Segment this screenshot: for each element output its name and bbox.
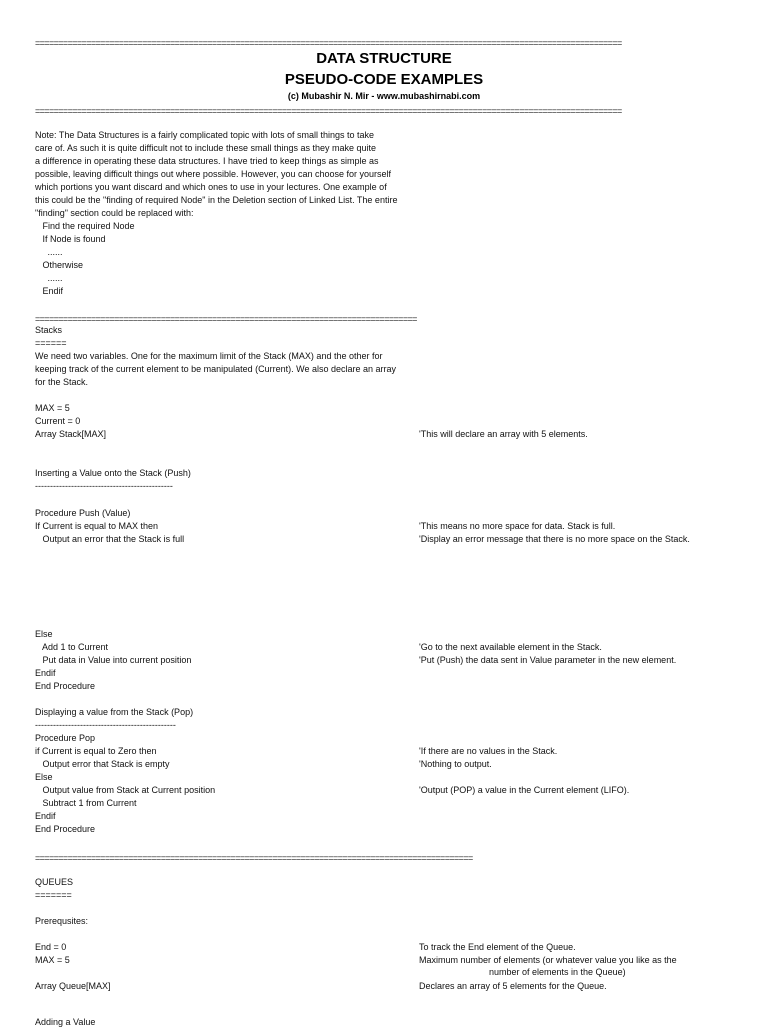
code-comment: 'Go to the next available element in the Stack. — [419, 642, 602, 652]
code-line: Array Stack[MAX] — [35, 429, 107, 439]
note-line: Find the required Node — [35, 221, 135, 231]
code-comment: Declares an array of 5 elements for the Queue. — [419, 981, 607, 991]
note-line: this could be the "finding of required Node" in the Deletion section of Linked List. The entire — [35, 195, 398, 205]
code-line: End = 0 — [35, 942, 67, 952]
note-line: "finding" section could be replaced with: — [35, 208, 194, 218]
code-line: Output value from Stack at Current position — [35, 785, 216, 795]
code-comment: 'Display an error message that there is no more space on the Stack. — [419, 534, 690, 544]
stacks-heading-underline: ====== — [35, 338, 67, 348]
queues-heading: QUEUES — [35, 877, 74, 887]
note-line: ...... — [35, 273, 63, 283]
code-comment: To track the End element of the Queue. — [419, 942, 576, 952]
code-line: MAX = 5 — [35, 403, 70, 413]
note-line: care of. As such it is quite difficult not to include these small things as they make quite — [35, 143, 377, 153]
code-line: Endif — [35, 811, 56, 821]
note-line: ...... — [35, 247, 63, 257]
code-comment: 'Nothing to output. — [419, 759, 492, 769]
code-line: MAX = 5 — [35, 955, 70, 965]
note-line: If Node is found — [35, 234, 106, 244]
note-line: which portions you want discard and which ones to use in your lectures. One example of — [35, 182, 387, 192]
header-rule-bottom: ============================================================================================================================== — [35, 106, 622, 116]
stacks-intro-line: for the Stack. — [35, 377, 89, 387]
stacks-intro-line: keeping track of the current element to be manipulated (Current). We also declare an array — [35, 364, 397, 374]
code-line: End Procedure — [35, 681, 96, 691]
code-line: Array Queue[MAX] — [35, 981, 111, 991]
pop-underline: ----------------------------------------------- — [35, 720, 176, 730]
code-comment: 'If there are no values in the Stack. — [419, 746, 558, 756]
cutoff-line: Adding a Value — [35, 1017, 96, 1027]
stacks-heading: Stacks — [35, 325, 63, 335]
code-line: End Procedure — [35, 824, 96, 834]
code-comment: 'This means no more space for data. Stack is full. — [419, 521, 616, 531]
code-line: Procedure Pop — [35, 733, 96, 743]
code-comment: 'Put (Push) the data sent in Value parameter in the new element. — [419, 655, 677, 665]
note-line: Otherwise — [35, 260, 84, 270]
author-credit: (c) Mubashir N. Mir - www.mubashirnabi.com — [287, 91, 481, 101]
code-line: if Current is equal to Zero then — [35, 746, 157, 756]
stacks-rule: ================================================================================== — [35, 314, 417, 324]
note-line: Note: The Data Structures is a fairly complicated topic with lots of small things to take — [35, 130, 374, 140]
code-line: Put data in Value into current position — [35, 655, 192, 665]
page-title: DATA STRUCTURE — [316, 50, 452, 67]
code-line: Current = 0 — [35, 416, 81, 426]
push-underline: ---------------------------------------------- — [35, 481, 173, 491]
prereq-label: Prerequsites: — [35, 916, 89, 926]
push-heading: Inserting a Value onto the Stack (Push) — [35, 468, 191, 478]
code-comment: 'Output (POP) a value in the Current element (LIFO). — [419, 785, 630, 795]
code-line: Add 1 to Current — [35, 642, 109, 652]
code-line: Endif — [35, 668, 56, 678]
note-line: a difference in operating these data structures. I have tried to keep things as simple as — [35, 156, 379, 166]
pop-heading: Displaying a value from the Stack (Pop) — [35, 707, 194, 717]
header-rule-top: ============================================================================================================================== — [35, 38, 622, 48]
page-subtitle: PSEUDO-CODE EXAMPLES — [284, 71, 484, 88]
queues-rule: ============================================================================================== — [35, 853, 473, 863]
code-comment: Maximum number of elements (or whatever value you like as the — [419, 955, 677, 965]
code-line: Subtract 1 from Current — [35, 798, 137, 808]
code-line: Output error that Stack is empty — [35, 759, 170, 769]
code-line: If Current is equal to MAX then — [35, 521, 159, 531]
code-line: Procedure Push (Value) — [35, 508, 131, 518]
note-line: Endif — [35, 286, 64, 296]
code-line: Else — [35, 772, 53, 782]
queues-heading-underline: ======= — [35, 890, 72, 900]
code-comment: number of elements in the Queue) — [489, 967, 626, 977]
code-line: Else — [35, 629, 53, 639]
stacks-intro-line: We need two variables. One for the maximum limit of the Stack (MAX) and the other for — [35, 351, 383, 361]
code-comment: 'This will declare an array with 5 elements. — [419, 429, 588, 439]
code-line: Output an error that the Stack is full — [35, 534, 185, 544]
note-line: possible, leaving difficult things out where possible. However, you can choose for yourself — [35, 169, 392, 179]
